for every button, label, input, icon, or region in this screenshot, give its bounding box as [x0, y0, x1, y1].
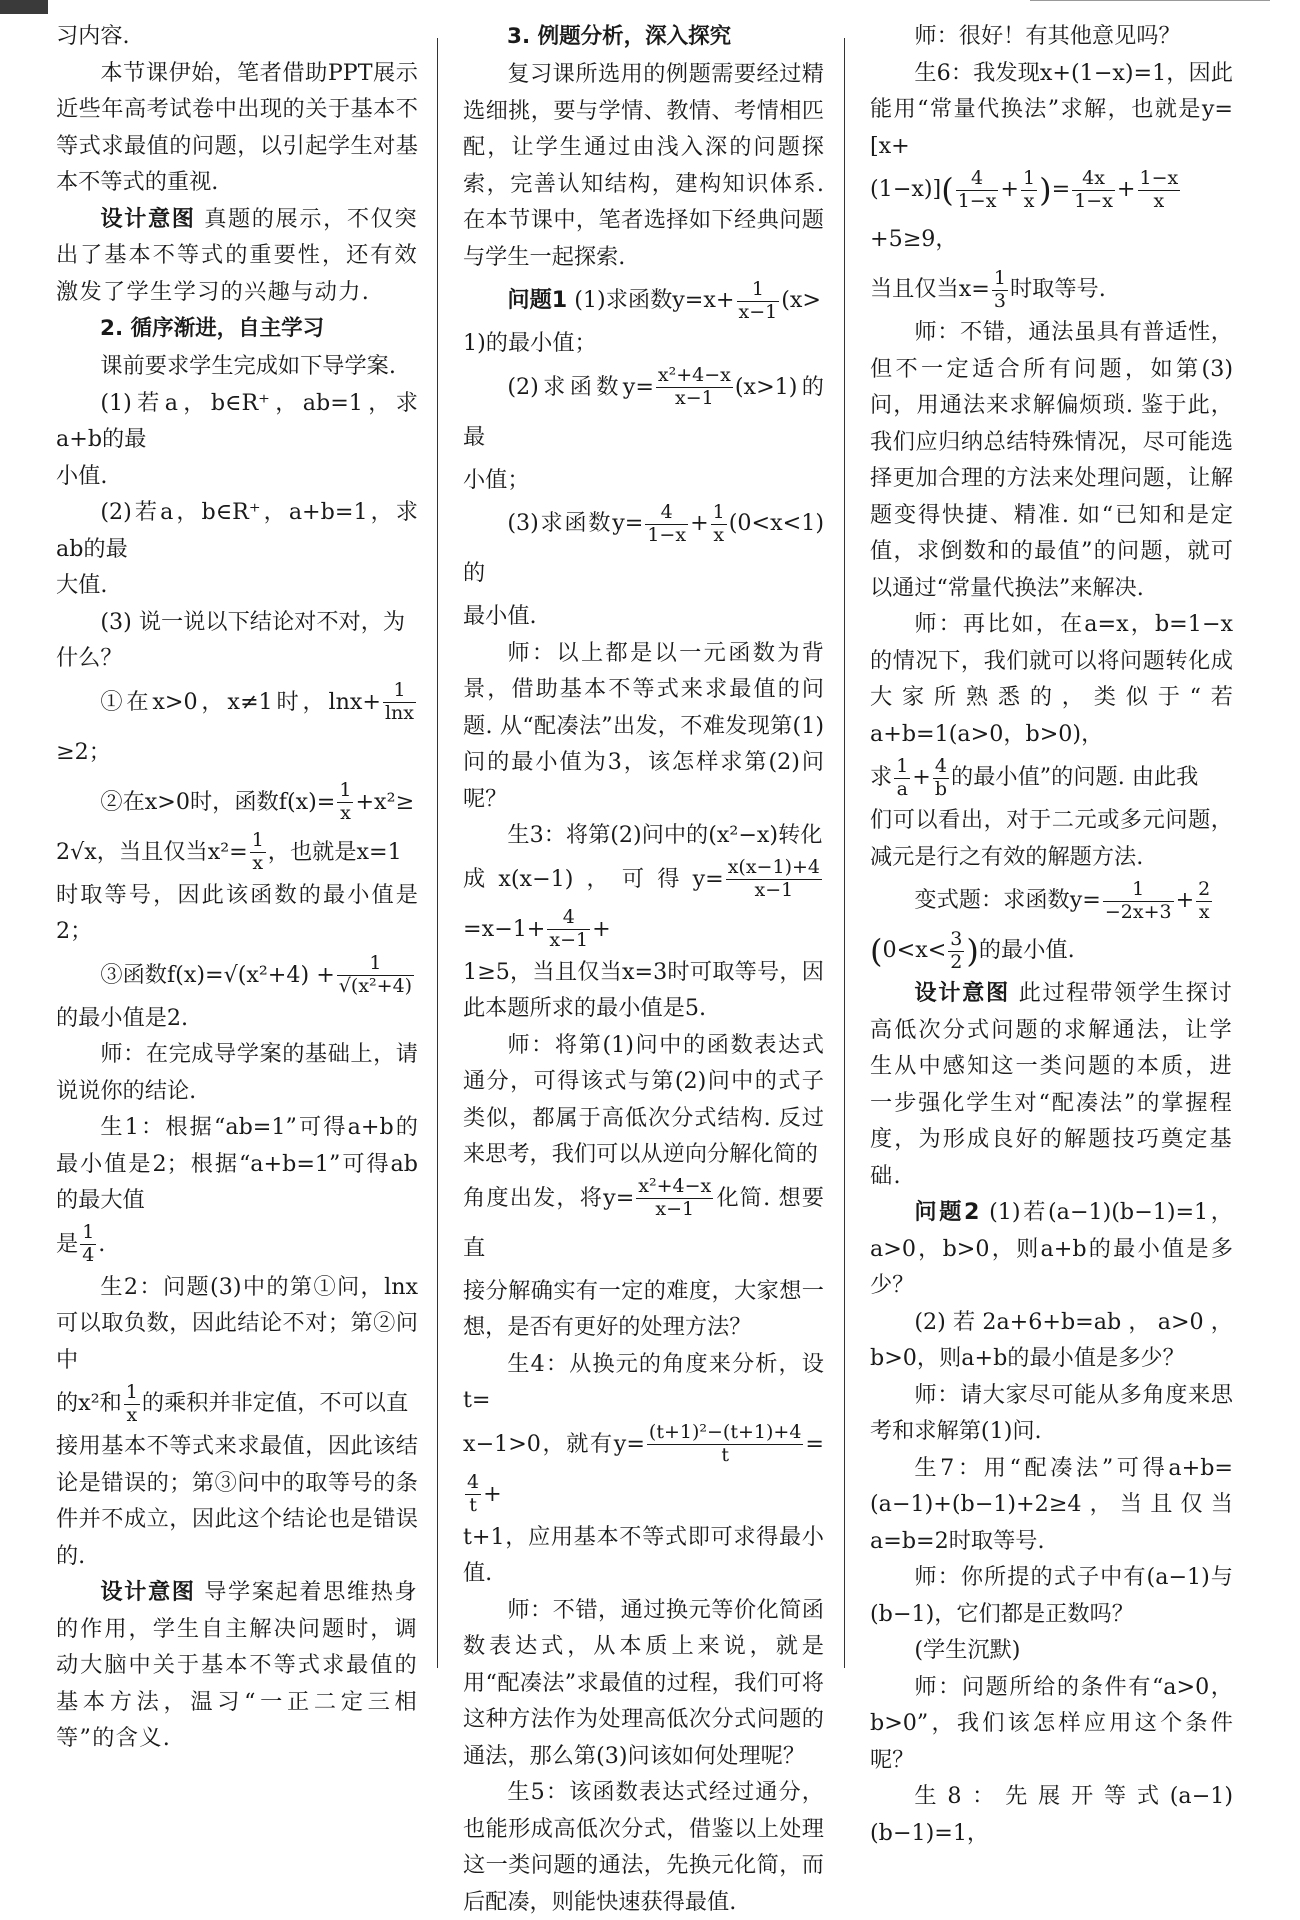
section-heading: 3. 例题分析，深入探究	[507, 24, 732, 49]
teacher-dialogue: 师：以上都是以一元函数为背景，借助基本不等式来求最值的问题. 从“配凑法”出发，不难发现第(1)问的最小值为3，该怎样求第(2)问呢？	[463, 639, 824, 812]
fraction: $\frac{1}{x}$	[251, 829, 264, 874]
formula-text: ≥2；	[56, 738, 111, 765]
fraction: $\frac{1}{x}$	[1023, 166, 1036, 212]
column-divider-1	[437, 38, 438, 1668]
fraction: $\frac{1}{x}$	[712, 500, 725, 546]
problem-label: 问题1	[507, 287, 568, 313]
design-intent-label: 设计意图	[100, 205, 196, 232]
formula-text: (1−x)]	[870, 176, 942, 202]
design-intent	[56, 1574, 418, 1757]
formula-text: 化简. 想要直	[463, 1184, 824, 1261]
exercise-line: 小值.	[56, 462, 108, 489]
formula-line	[463, 1419, 824, 1519]
exercise-line: (1)若a，b∈R⁺，ab=1，求a+b的最	[56, 389, 418, 452]
student-dialogue: 生2：问题(3)中的第①问，lnx可以取负数，因此结论不对；第②问中	[56, 1273, 418, 1373]
student-dialogue: 生4：从换元的角度来分析，设t=	[463, 1350, 824, 1413]
formula-text: 0<x<	[882, 937, 947, 963]
exercise-line: (3) 说一说以下结论对不对，为	[100, 608, 406, 635]
paren-left: (	[941, 171, 954, 209]
problem-label: 问题2	[914, 1199, 980, 1225]
paragraph: 复习课所选用的例题需要经过精选细挑，要与学情、教情、考情相匹配，让学生通过由浅入深的问题探索，完善认知结构，建构知识体系. 在本节课中，笔者选择如下经典问题与学生一起探索.	[463, 61, 824, 270]
teacher-dialogue: 师：不错，通过换元等价化简函数表达式，从本质上来说，就是用“配凑法”求最值的过程，我们可将这种方法作为处理高低次分式问题的通法，那么第(3)问该如何处理呢？	[463, 1596, 824, 1769]
paren-right: )	[1039, 171, 1052, 209]
design-intent-text: 此过程带领学生探讨高低次分式问题的求解通法，让学生从中感知这一类问题的本质，进一步强化学生对“配凑法”的掌握程度，为形成良好的解题技巧奠定基础.	[870, 980, 1233, 1189]
formula-text: +	[690, 510, 709, 536]
formula-text: 的最小值”的问题. 由此我	[951, 764, 1199, 790]
fraction: $\frac{1-x}{x}$	[1139, 166, 1179, 212]
exercise-line: 什么？	[56, 645, 123, 671]
fraction: $\frac{1}{3}$	[993, 266, 1006, 312]
stage-note: (学生沉默)	[914, 1637, 1021, 1663]
fraction: $\frac{\text{x²+4−x}}{x-1}$	[638, 1175, 712, 1220]
formula-text: +	[483, 1480, 502, 1507]
formula-text: ①在x>0，x≠1时，lnx+	[100, 688, 381, 715]
teacher-dialogue: 师：很好！有其他意见吗？	[914, 23, 1181, 49]
exercise-line: (2)若a，b∈R⁺，a+b=1，求ab的最	[56, 499, 418, 562]
formula-text: =x−1+	[463, 915, 546, 942]
formula-text: (3)求函数y=	[507, 510, 644, 536]
fraction: $\frac{4}{1-x}$	[647, 500, 687, 546]
teacher-dialogue: 们可以看出，对于二元或多元问题，减元是行之有效的解题方法.	[870, 807, 1233, 870]
fraction: $\frac{1}{a}$	[896, 754, 909, 800]
student-dialogue: 生3：将第(2)问中的(x²−x)转化	[507, 822, 823, 848]
formula-text: +x²≥	[355, 788, 415, 815]
fraction: $\frac{1}{x-1}$	[738, 277, 778, 323]
formula-text: (x>	[781, 287, 822, 313]
fraction: $\frac{x(x-1)+4}{x-1}$	[727, 856, 820, 901]
student-dialogue: 接用基本不等式来求最值，因此该结论是错误的；第③问中的取等号的条件并不成立，因此这个结论也是错误的.	[56, 1433, 418, 1569]
teacher-dialogue: 师：你所提的式子中有(a−1)与(b−1)，它们都是正数吗？	[870, 1564, 1233, 1627]
formula-text: =	[1051, 176, 1071, 202]
formula-line	[56, 777, 418, 827]
fraction: $\frac{1}{\ln x}$	[384, 679, 414, 724]
fraction: $\frac{4}{b}$	[934, 754, 948, 800]
formula-line	[870, 164, 1233, 264]
formula-text: ，也就是x=1	[267, 838, 402, 865]
design-intent-label: 设计意图	[914, 980, 1010, 1006]
formula-text: .	[98, 1230, 106, 1257]
formula-text: +	[1116, 176, 1136, 202]
design-intent	[56, 201, 418, 311]
fraction: $\frac{4x}{1-x}$	[1074, 166, 1113, 212]
paragraph: 本节课伊始，笔者借助PPT展示近些年高考试卷中出现的关于基本不等式求最值的问题，以引起学生对基本不等式的重视.	[56, 59, 418, 195]
fraction: $\frac{1}{x}$	[125, 1380, 138, 1426]
fraction: $\frac{1}{-2x+3}$	[1104, 877, 1172, 923]
formula-text: 的乘积并非定值，不可以直	[141, 1390, 409, 1416]
problem-line	[463, 498, 824, 598]
formula-line	[56, 950, 418, 1000]
paragraph: 最小值.	[463, 603, 537, 629]
paragraph: 小值；	[463, 466, 530, 493]
paragraph: 的最小值是2.	[56, 1004, 189, 1031]
formula-line	[463, 854, 824, 954]
student-dialogue: 生8：先展开等式(a−1)(b−1)=1，	[870, 1783, 1233, 1846]
student-dialogue: 1≥5，当且仅当x=3时可取等号，因此本题所求的最小值是5.	[463, 958, 824, 1021]
formula-text: (x>1)的最	[463, 373, 824, 450]
design-intent-text: 真题的展示，不仅突出了基本不等式的重要性，还有效激发了学生学习的兴趣与动力.	[56, 205, 418, 305]
section-heading: 2. 循序渐进，自主学习	[100, 316, 325, 341]
formula-text: =	[805, 1430, 824, 1457]
paragraph: 课前要求学生完成如下导学案.	[100, 353, 396, 379]
teacher-dialogue: 接分解确实有一定的难度，大家想一想，是否有更好的处理方法？	[463, 1277, 824, 1340]
fraction: $\frac{3}{2}$	[950, 927, 963, 973]
teacher-dialogue: 师：再比如，在a=x，b=1−x的情况下，我们就可以将问题转化成大家所熟悉的，类似于“若a+b=1(a>0，b>0)，	[870, 611, 1233, 747]
formula-line	[56, 1378, 418, 1428]
student-dialogue: t+1，应用基本不等式即可求得最小值.	[463, 1523, 824, 1586]
formula-line	[870, 925, 1233, 975]
formula-line	[870, 752, 1233, 802]
teacher-dialogue: 师：问题所给的条件有“a>0，b>0”，我们该怎样应用这个条件呢？	[870, 1673, 1233, 1773]
problem-line	[463, 275, 824, 325]
formula-text: +	[1175, 887, 1195, 913]
fraction: $\frac{1}{x}$	[339, 779, 352, 824]
student-dialogue: 生1：根据“ab=1”可得a+b的最小值是2；根据“a+b=1”可得ab的最大值	[56, 1114, 418, 1213]
column-1	[56, 18, 418, 1751]
formula-text: 变式题：求函数y=	[914, 887, 1101, 913]
formula-text: (1)若(a−1)(b−1)=1，a>0，b>0，则a+b的最小值是多少？	[870, 1199, 1233, 1298]
formula-line	[56, 677, 418, 777]
fraction: $\frac{1}{4}$	[82, 1221, 95, 1266]
formula-line	[463, 1173, 824, 1273]
exercise-line: 大值.	[56, 572, 108, 598]
paren-left: (	[870, 932, 883, 970]
formula-text: +5≥9，	[870, 226, 958, 252]
design-intent-label: 设计意图	[100, 1579, 196, 1605]
formula-line	[870, 264, 1233, 314]
formula-line	[56, 827, 418, 877]
teacher-dialogue: 师：在完成导学案的基础上，请说说你的结论.	[56, 1041, 418, 1104]
problem-line	[463, 362, 824, 462]
formula-text: ②在x>0时，函数f(x)=	[100, 788, 336, 815]
fraction: $\frac{2}{x}$	[1198, 877, 1211, 923]
fraction: $\frac{4}{1-x}$	[957, 166, 997, 212]
formula-text: x−1>0，就有y=	[463, 1430, 645, 1457]
paren-right: )	[966, 932, 979, 970]
problem-line: (2)若2a+6+b=ab，a>0，b>0，则a+b的最小值是多少？	[870, 1308, 1233, 1371]
formula-text: ③函数f(x)=√(x²+4) +	[100, 961, 335, 988]
teacher-dialogue: 师：将第(1)问中的函数表达式通分，可得该式与第(2)问中的式子类似，都属于高低次分式结构. 反过来思考，我们可以从逆向分解化简的	[463, 1031, 824, 1167]
fraction: $\frac{1}{\text{√(x²+4)}}$	[338, 952, 413, 997]
paragraph: 习内容.	[56, 23, 130, 49]
formula-text: 的最小值.	[978, 937, 1075, 963]
formula-text: 是	[56, 1230, 79, 1257]
formula-text: (2)求函数y=	[507, 373, 654, 400]
paragraph: 时取等号，因此该函数的最小值是2；	[56, 881, 418, 944]
teacher-dialogue: 师：请大家尽可能从多角度来思考和求解第(1)问.	[870, 1381, 1233, 1444]
formula-text: 2√x，当且仅当x²=	[56, 838, 248, 865]
formula-text: (0<x<1)的	[463, 510, 824, 586]
column-2	[463, 18, 824, 1915]
formula-text: 求	[870, 764, 893, 790]
paragraph: 1)的最小值；	[463, 330, 597, 356]
student-dialogue: 生6：我发现x+(1−x)=1，因此能用“常量代换法”求解，也就是y=[x+	[870, 59, 1233, 159]
formula-text: 成x(x−1)，可得y=	[463, 865, 724, 892]
formula-line	[870, 875, 1233, 925]
formula-text: 角度出发，将y=	[463, 1184, 635, 1211]
formula-text: 当且仅当x=	[870, 276, 990, 302]
header-rule	[1030, 0, 1270, 7]
teacher-dialogue: 师：不错，通法虽具有普适性，但不一定适合所有问题，如第(3)问，用通法来求解偏烦琐. 鉴于此，我们应归纳总结特殊情况，尽可能选择更加合理的方法来处理问题，让解题变得快捷、精准. 如“已知和是定值，求倒数和的最值”的问题，就可以通过“常量代换法”来解决.	[870, 319, 1233, 601]
formula-text: +	[1000, 176, 1020, 202]
formula-text: (1)求函数y=x+	[574, 287, 735, 313]
student-dialogue: 生5：该函数表达式经过通分，也能形成高低次分式，借鉴以上处理这一类问题的通法，先换元化简，而后配凑，则能快速获得最值.	[463, 1779, 824, 1915]
column-divider-2	[844, 38, 845, 1668]
page-corner-mark	[0, 0, 48, 14]
problem-line	[870, 1194, 1233, 1304]
design-intent	[870, 975, 1233, 1194]
formula-line	[56, 1219, 418, 1269]
fraction: $\frac{\text{(t+1)²−(t+1)+4}}{t}$	[648, 1421, 802, 1466]
formula-text: +	[912, 764, 931, 790]
fraction: $\frac{4}{x-1}$	[549, 906, 589, 951]
formula-text: 的x²和	[56, 1390, 122, 1416]
formula-text: 时取等号.	[1009, 276, 1106, 302]
fraction: $\frac{4}{t}$	[467, 1471, 480, 1516]
design-intent-text: 导学案起着思维热身的作用，学生自主解决问题时，调动大脑中关于基本不等式求最值的基本方法，温习“一正二定三相等”的含义.	[56, 1579, 418, 1751]
student-dialogue: 生7：用“配凑法”可得a+b=(a−1)+(b−1)+2≥4，当且仅当a=b=2时取等号.	[870, 1454, 1233, 1554]
column-3	[870, 18, 1233, 1846]
fraction: $\frac{\text{x²+4−x}}{x-1}$	[657, 364, 731, 409]
formula-text: +	[592, 915, 611, 942]
